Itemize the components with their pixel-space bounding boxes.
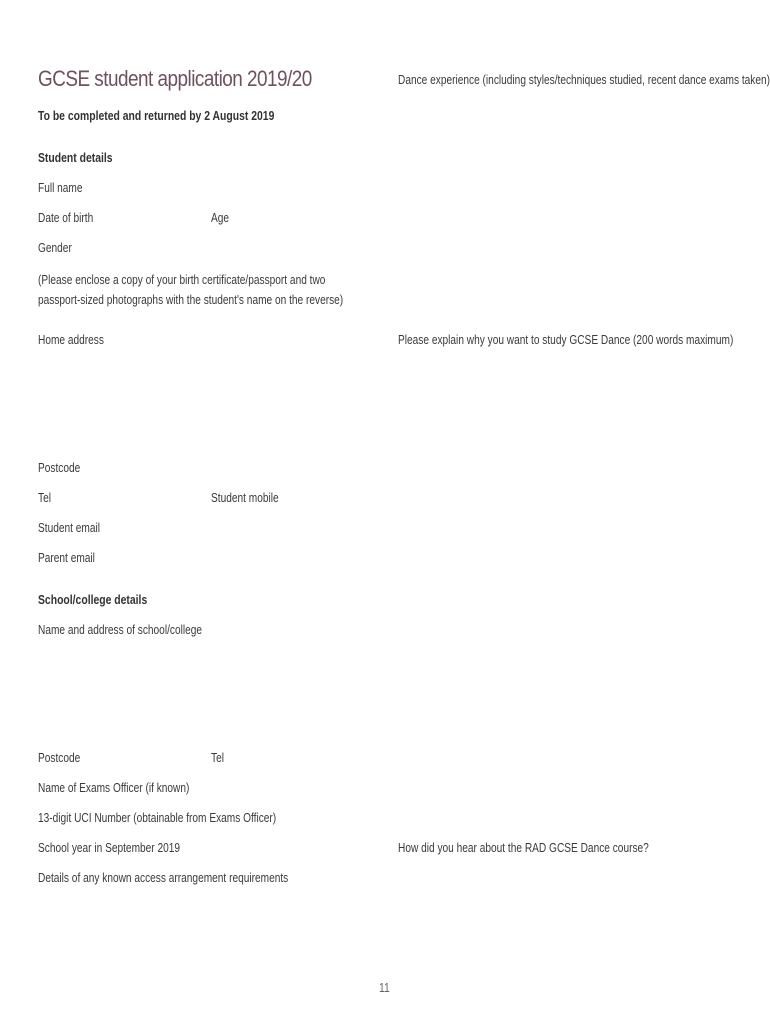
full-name-label: Full name xyxy=(38,180,83,195)
school-year-label: School year in September 2019 xyxy=(38,840,181,855)
school-tel-label: Tel xyxy=(211,750,224,765)
dance-experience-label: Dance experience (including styles/techniques studied, recent dance exams taken) xyxy=(398,72,770,87)
page-title: GCSE student application 2019/20 xyxy=(38,66,312,91)
age-field[interactable] xyxy=(240,206,380,228)
school-name-address-label: Name and address of school/college xyxy=(38,622,203,637)
exams-officer-field[interactable] xyxy=(175,776,380,798)
school-details-heading: School/college details xyxy=(38,592,148,607)
access-arrangements-label: Details of any known access arrangement requirements xyxy=(38,870,289,885)
gender-label: Gender xyxy=(38,240,72,255)
full-name-field[interactable] xyxy=(110,176,380,198)
student-email-field[interactable] xyxy=(120,516,380,538)
student-mobile-label: Student mobile xyxy=(211,490,279,505)
school-name-address-field[interactable] xyxy=(38,642,380,742)
school-year-field[interactable] xyxy=(160,836,380,858)
tel-field[interactable] xyxy=(60,486,205,508)
access-arrangements-field[interactable] xyxy=(38,890,380,960)
heard-about-label: How did you hear about the RAD GCSE Dance course? xyxy=(398,840,649,855)
student-email-label: Student email xyxy=(38,520,101,535)
uci-number-label: 13-digit UCI Number (obtainable from Exams Officer) xyxy=(38,810,277,825)
uci-number-field[interactable] xyxy=(240,806,380,828)
age-label: Age xyxy=(211,210,230,225)
why-study-label: Please explain why you want to study GCSE Dance (200 words maximum) xyxy=(398,332,734,347)
why-study-field[interactable] xyxy=(398,354,738,824)
parent-email-label: Parent email xyxy=(38,550,95,565)
dob-label: Date of birth xyxy=(38,210,94,225)
dance-experience-field[interactable] xyxy=(398,94,738,319)
school-postcode-field[interactable] xyxy=(100,746,205,768)
home-address-field[interactable] xyxy=(38,352,380,452)
document-note: (Please enclose a copy of your birth certificate/passport and two passport-sized photographs with the student's name on the reverse) xyxy=(38,272,344,307)
exams-officer-label: Name of Exams Officer (if known) xyxy=(38,780,190,795)
home-address-label: Home address xyxy=(38,332,104,347)
school-tel-field[interactable] xyxy=(235,746,380,768)
school-postcode-label: Postcode xyxy=(38,750,81,765)
tel-label: Tel xyxy=(38,490,51,505)
student-details-heading: Student details xyxy=(38,150,113,165)
page-number: 11 xyxy=(379,980,390,995)
deadline-text: To be completed and returned by 2 August 2019 xyxy=(38,108,275,123)
parent-email-field[interactable] xyxy=(120,546,380,568)
gender-field[interactable] xyxy=(90,236,380,258)
postcode-label: Postcode xyxy=(38,460,81,475)
heard-about-field[interactable] xyxy=(398,862,738,962)
postcode-field[interactable] xyxy=(100,456,380,478)
student-mobile-field[interactable] xyxy=(290,486,380,508)
dob-field[interactable] xyxy=(110,206,205,228)
